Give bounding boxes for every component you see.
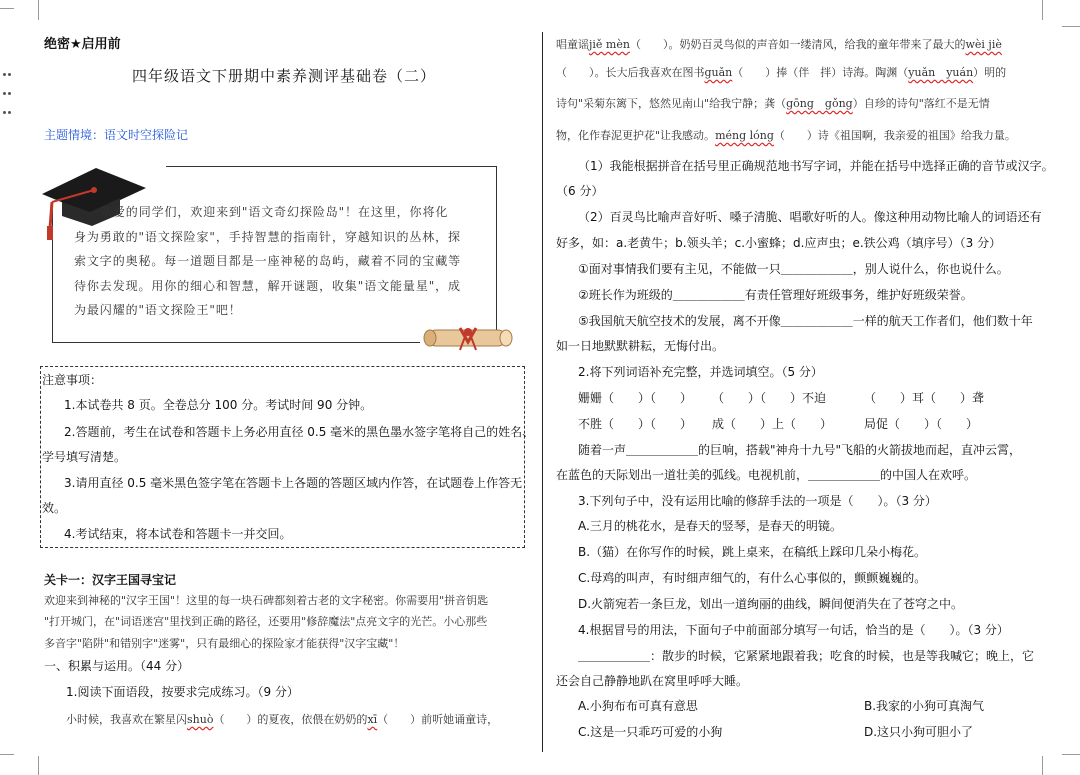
- intro-line: 待你去发现。用你的细心和智慧，解开谜题，收集"语文能量星"，成: [74, 278, 461, 293]
- question-text: 4.根据冒号的用法，下面句子中前面部分填写一句话，恰当的是（ ）。（3 分）: [578, 623, 1009, 637]
- pinyin: jiě mèn: [589, 38, 630, 51]
- crop-mark: [1042, 756, 1043, 775]
- notice-item: 1.本试卷共 8 页。全卷总分 100 分。考试时间 90 分钟。: [64, 398, 373, 412]
- question-text: 3.下列句子中，没有运用比喻的修辞手法的一项是（ ）。（3 分）: [578, 494, 937, 508]
- question-text: （2）百灵鸟比喻声音好听、嗓子清脆、唱歌好听的人。像这种用动物比喻人的词语还有: [578, 210, 1042, 224]
- passage-text: 物，化作春泥更护花"让我感动。: [556, 129, 716, 142]
- level-desc: "打开城门，在"词语迷宫"里找到正确的路径，还要用"修辞魔法"点亮文字的光芒。小心那些: [44, 615, 488, 628]
- intro-frame-top: [166, 166, 496, 167]
- passage-text: （ ）诗《祖国啊，我亲爱的祖国》给我力量。: [773, 129, 1016, 142]
- question-text: （1）我能根据拼音在括号里正确规范地书写字词，并能在括号中选择正确的音节或汉字。: [578, 159, 1054, 173]
- choice-option: A.三月的桃花水，是春天的竖琴，是春天的明镜。: [578, 519, 842, 533]
- idiom-blank: 不胜（ ）（ ）: [578, 417, 693, 431]
- intro-line: 索文字的奥秘。每一道题目都是一座神秘的岛屿，藏着不同的宝藏等: [74, 254, 462, 268]
- passage-text: （ ）的夏夜，依偎在奶奶的: [213, 713, 368, 726]
- scroll-icon: [420, 316, 516, 358]
- crop-mark: [0, 754, 14, 755]
- notice-item: 4.考试结束，将本试卷和答题卡一并交回。: [64, 527, 292, 541]
- pinyin: xī: [367, 713, 378, 726]
- pinyin: wèi jiè: [965, 38, 1002, 51]
- choice-option: B.我家的小狗可真淘气: [864, 699, 985, 713]
- choice-option: B.（猫）在你写作的时候，跳上桌来，在稿纸上踩印几朵小梅花。: [578, 545, 927, 559]
- question-text: 好多，如：a.老黄牛；b.领头羊；c.小蜜蜂；d.应声虫；e.铁公鸡（填序号）（3 分）: [556, 236, 1002, 250]
- passage-line: [556, 37, 1002, 53]
- pinyin: guǎn: [704, 66, 733, 79]
- intro-line: 为最闪耀的"语文探险王"吧！: [74, 303, 242, 317]
- passage-text: 唱童谣: [556, 38, 589, 51]
- notice-item: 2.答题前，考生在试卷和答题卡上务必用直径 0.5 毫米的黑色墨水签字笔将自己的姓名、: [64, 425, 535, 439]
- passage-text: （ ）。长大后我喜欢在图书: [556, 66, 705, 79]
- notice-item: 3.请用直径 0.5 毫米黑色签字笔在答题卡上各题的答题区域内作答，在试题卷上作答无: [64, 476, 523, 490]
- intro-text: [74, 200, 461, 323]
- passage-text: （ ）。奶奶百灵鸟似的声音如一缕清风，给我的童年带来了最大的: [629, 38, 966, 51]
- idiom-blank: （ ）（ ）不迫: [712, 391, 827, 405]
- passage-line: [556, 65, 1006, 81]
- fill-sentence: 随着一声＿＿＿＿＿＿的巨响，搭载"神舟十九号"飞船的火箭拔地而起，直冲云霄，: [578, 443, 1022, 457]
- fill-sentence: ②班长作为班级的＿＿＿＿＿＿有责任管理好班级事务，维护好班级荣誉。: [578, 288, 973, 302]
- passage-text: （ ）捧（伴 拌）诗海。陶渊（: [732, 66, 909, 79]
- notice-title: 注意事项：: [42, 373, 103, 387]
- pinyin: yuǎn yuán: [908, 66, 974, 79]
- theme-label: 主题情境：语文时空探险记: [44, 128, 189, 142]
- passage-line: [556, 96, 990, 112]
- crop-mark: [38, 756, 39, 775]
- secret-label: 绝密★启用前: [44, 37, 121, 52]
- crop-mark: [0, 8, 14, 9]
- crop-mark: [1062, 26, 1080, 27]
- idiom-blank: （ ）耳（ ）聋: [864, 391, 985, 405]
- level-desc: 多音字"陷阱"和错别字"迷雾"，只有最细心的探险家才能获得"汉字宝藏"！: [44, 637, 405, 650]
- question-text: 2.将下列词语补充完整，并选词填空。（5 分）: [578, 365, 823, 379]
- idiom-blank: 局促（ ）（ ）: [864, 417, 979, 431]
- section-heading: 一、积累与运用。（44 分）: [44, 659, 190, 673]
- choice-option: A.小狗布布可真有意思: [578, 699, 698, 713]
- column-divider: [542, 32, 543, 752]
- pinyin: méng lóng: [715, 129, 774, 142]
- fill-sentence: ＿＿＿＿＿＿：散步的时候，它紧紧地跟着我；吃食的时候，也是等我喊它；晚上，它: [578, 649, 1035, 663]
- level-title: 关卡一：汉字王国寻宝记: [44, 573, 177, 587]
- idiom-blank: 姗姗（ ）（ ）: [578, 391, 693, 405]
- passage-line: [556, 128, 1016, 144]
- fill-sentence: 还会自己静静地趴在窝里呼呼大睡。: [556, 674, 749, 688]
- passage-line: [66, 712, 498, 728]
- choice-option: C.这是一只乖巧可爱的小狗: [578, 725, 723, 739]
- choice-option: D.火箭宛若一条巨龙，划出一道绚丽的曲线，瞬间便消失在了苍穹之中。: [578, 597, 964, 611]
- passage-text: ）自珍的诗句"落红不是无情: [852, 97, 990, 110]
- passage-text: ）明的: [973, 66, 1007, 79]
- pinyin: gōng gǒng: [786, 97, 853, 110]
- question-text: （6 分）: [556, 184, 604, 198]
- notice-item: 学号填写清楚。: [42, 450, 127, 464]
- passage-text: （ ）前听她诵童诗，: [377, 713, 499, 726]
- fill-sentence: ①面对事情我们要有主见，不能做一只＿＿＿＿＿＿，别人说什么，你也说什么。: [578, 262, 1009, 276]
- idiom-blank: 成（ ）上（ ）: [712, 417, 833, 431]
- crop-mark: [38, 0, 39, 20]
- drag-handle[interactable]: [2, 62, 14, 119]
- crop-mark: [1062, 754, 1080, 755]
- fill-sentence: ⑤我国航天航空技术的发展，离不开像＿＿＿＿＿＿一样的航天工作者们，他们数十年: [578, 314, 1033, 328]
- fill-sentence: 如一日地默默耕耘，无悔付出。: [556, 339, 725, 353]
- question-text: 1.阅读下面语段，按要求完成练习。（9 分）: [66, 685, 299, 699]
- level-desc: 欢迎来到神秘的"汉字王国"！这里的每一块石碑都刻着古老的文字秘密。你需要用"拼音钥匙: [44, 594, 489, 607]
- passage-text: 诗句"采菊东篱下，悠然见南山"给我宁静；龚（: [556, 97, 787, 110]
- intro-line: 亲爱的同学们，欢迎来到"语文奇幻探险岛"！在这里，你将化: [100, 205, 449, 219]
- notice-item: 效。: [42, 501, 67, 515]
- crop-mark: [1042, 0, 1043, 20]
- fill-sentence: 在蓝色的天际划出一道壮美的弧线。电视机前，＿＿＿＿＿＿的中国人在欢呼。: [556, 468, 977, 482]
- intro-line: 身为勇敢的"语文探险家"，手持智慧的指南针，穿越知识的丛林，探: [74, 229, 461, 244]
- passage-text: 小时候，我喜欢在繁星闪: [66, 713, 187, 726]
- choice-option: C.母鸡的叫声，有时细声细气的，有什么心事似的，颤颤巍巍的。: [578, 571, 927, 585]
- pinyin: shuò: [187, 713, 214, 726]
- page-title: 四年级语文下册期中素养测评基础卷（二）: [132, 67, 437, 85]
- choice-option: D.这只小狗可胆小了: [864, 725, 974, 739]
- intro-frame-bottom: [52, 342, 420, 343]
